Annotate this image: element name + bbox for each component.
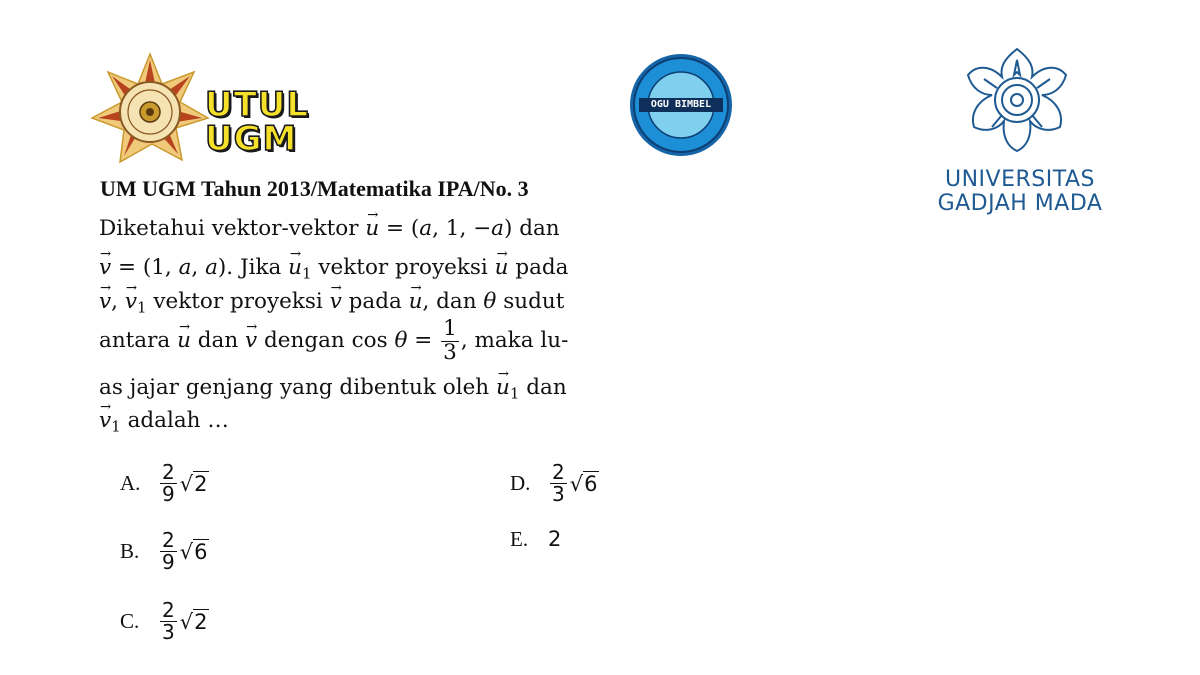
text-segment: , maka lu- [460,328,569,354]
text-segment: dan [190,328,246,354]
var-a: a [178,255,192,280]
var-a: a [205,255,218,280]
text-segment: pada [508,255,569,280]
fraction-numerator: 2 [162,460,175,484]
gadjah-mada-seal-icon [90,52,210,170]
option-fraction [160,462,177,505]
square-root: √2 [179,471,208,496]
vector-v: → v [99,289,111,314]
option-a[interactable] [120,462,209,505]
fraction-numerator: 2 [552,460,565,484]
text-segment: antara [99,328,178,354]
text-segment: , [111,289,125,314]
option-fraction [160,530,177,573]
fraction-denominator: 9 [162,550,175,574]
option-value: 2 [548,527,562,551]
option-label: D. [510,471,531,495]
option-label: C. [120,609,140,633]
utul-ugm-logo [90,52,380,170]
option-c[interactable] [120,600,209,643]
question-line-1: Diketahui vektor-vektor → u = (a, 1, −a) dan [99,216,560,241]
subscript: 1 [302,264,312,283]
subscript: 1 [509,384,520,403]
option-fraction [550,462,567,505]
ugm-wordmark [915,168,1125,216]
text-segment: Diketahui vektor-vektor [99,216,366,241]
text-segment: = ( [379,216,420,241]
text-segment: as jajar genjang yang dibentuk oleh [99,375,496,400]
ogu-bimbel-logo [629,53,733,157]
option-b[interactable] [120,530,209,573]
text-segment: pada [341,289,409,314]
vector-u: → u [409,289,423,314]
question-heading: UM UGM Tahun 2013/Matematika IPA/No. 3 [100,176,529,201]
ugm-emblem-icon [962,45,1072,155]
question-line-6 [99,408,229,436]
option-fraction [160,600,177,643]
text-segment: vektor proyeksi [311,255,495,280]
option-e[interactable] [510,527,561,552]
question-line-3 [99,289,564,317]
option-label: E. [510,527,529,551]
subscript: 1 [111,417,121,436]
vector-v1: → v [99,408,111,433]
fraction-numerator: 2 [162,528,175,552]
option-d[interactable] [510,462,599,505]
text-segment: ). Jika [217,255,289,280]
number: 1 [445,216,460,241]
vector-v1: → v [125,289,137,314]
vector-v: → v [99,255,111,280]
vector-v: → v [245,328,257,353]
option-label: A. [120,471,141,495]
text-segment: = [407,328,440,354]
vector-u: → u [495,255,509,280]
square-root: √2 [179,609,208,634]
radicand: 6 [584,471,598,496]
text-segment: adalah … [120,408,229,433]
vector-u: → u [365,216,379,241]
fraction-denominator: 3 [443,339,457,365]
option-label: B. [120,539,140,563]
square-root: √6 [179,539,208,564]
radicand: 2 [194,471,208,496]
vector-u: → u [177,328,191,353]
var-a: a [419,216,433,241]
vector-v: → v [330,289,342,314]
text-segment: ) dan [504,216,560,241]
question-line-2: → v = (1, a, a). Jika → $u_1$ vektor proyeksi → u pada [99,255,569,283]
ugm-wordmark-line2: GADJAH MADA [937,191,1103,216]
vector-u1: → u [288,255,302,280]
text-segment: , dan [422,289,484,314]
radicand: 6 [194,539,208,564]
var-theta: θ [394,328,408,354]
question-line-5 [99,375,567,403]
fraction-denominator: 3 [162,620,175,644]
fraction-denominator: 3 [552,482,565,506]
fraction-numerator: 1 [443,316,457,341]
text-segment: vektor proyeksi [146,289,330,314]
fraction-one-third [441,318,459,364]
vector-u1: → u [496,375,510,400]
fraction-denominator: 9 [162,482,175,506]
square-root: √6 [569,471,598,496]
ugm-emblem [962,45,1072,155]
subscript: 1 [136,298,147,317]
ugm-wordmark-line1: UNIVERSITAS [945,167,1095,192]
utul-ugm-title: UTUL UGM [205,85,310,159]
text-segment: = (1, [111,255,179,280]
fraction-numerator: 2 [162,598,175,622]
var-neg-a: −a [473,216,504,241]
text-segment: dan [519,375,567,400]
text-segment: dengan cos [257,328,395,354]
radicand: 2 [194,609,208,634]
ogu-bimbel-name: OGU BIMBEL [650,99,712,110]
question-line-4 [99,318,568,364]
text-segment: sudut [496,289,565,314]
var-theta: θ [483,289,497,314]
